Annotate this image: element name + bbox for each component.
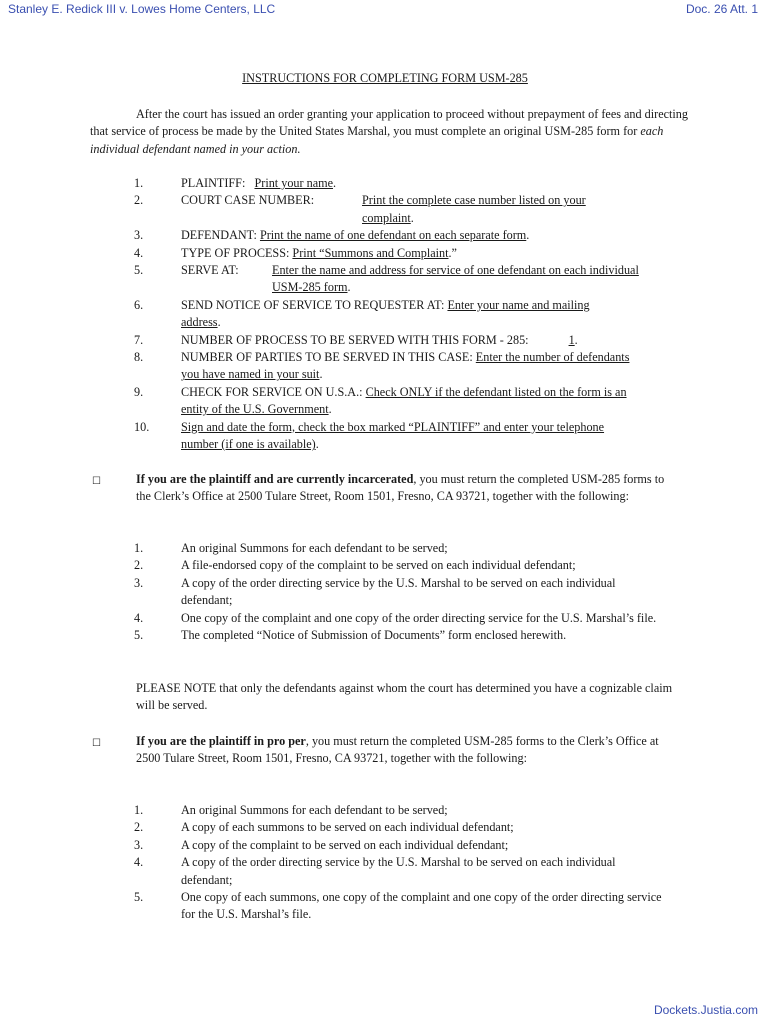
item-number: 8. — [134, 350, 144, 365]
item-label: SEND NOTICE OF SERVICE TO REQUESTER AT: — [181, 297, 445, 312]
item-number: 7. — [134, 332, 144, 347]
item-number: 6. — [134, 297, 144, 312]
item-number: 4. — [134, 245, 144, 260]
incarcerated-heading: If you are the plaintiff and are currently incarcerated — [136, 472, 414, 486]
item-value: Print your name — [254, 176, 334, 190]
item-tail: . — [410, 210, 414, 225]
incarcerated-paragraph — [136, 471, 676, 506]
item-tail: . — [333, 176, 337, 190]
item-value: 1 — [568, 332, 575, 347]
list-item — [134, 384, 641, 419]
item-tail: . — [526, 228, 530, 243]
item-text: A copy of the order directing service by the U.S. Marshal to be served on each individual defendant; — [181, 575, 616, 608]
item-number: 3. — [134, 575, 144, 590]
item-tail: . — [319, 367, 323, 382]
list-item — [134, 837, 664, 854]
item-text: A file-endorsed copy of the complaint to be served on each individual defendant; — [181, 558, 576, 573]
item-value: Sign and date the form, check the box marked “PLAINTIFF” and enter your telephone number (if one is available) — [181, 419, 605, 452]
checkbox-icon: ☐ — [92, 476, 101, 487]
intro-emphasis: each individual defendant named in your action. — [90, 124, 664, 156]
item-number: 1. — [134, 803, 144, 817]
incarcerated-list — [134, 540, 664, 644]
list-item — [134, 889, 671, 924]
item-text: The completed “Notice of Submission of Documents” form enclosed herewith. — [181, 628, 567, 643]
justia-footer-link[interactable]: Dockets.Justia.com — [653, 1003, 758, 1017]
list-item — [134, 297, 621, 332]
checkbox-icon: ☐ — [92, 738, 101, 749]
item-label: SERVE AT: — [181, 263, 239, 278]
incarcerated-text: , you must return the completed USM-285 forms to the Clerk’s Office at 2500 Tulare Street, Room 1501, Fresno, CA 93721, together with the following: — [136, 472, 665, 504]
item-text: One copy of the complaint and one copy of the order directing service for the U.S. Marshal’s file. — [181, 610, 657, 625]
list-item — [134, 175, 664, 192]
item-number: 4. — [134, 610, 144, 625]
item-number: 3. — [134, 228, 144, 243]
item-tail: .” — [448, 245, 457, 260]
item-value: Check ONLY if the defendant listed on the form is an entity of the U.S. Government — [181, 384, 627, 417]
item-number: 2. — [134, 193, 144, 208]
item-number: 9. — [134, 384, 144, 399]
item-number: 10. — [134, 419, 150, 434]
item-text: A copy of the complaint to be served on each individual defendant; — [181, 837, 509, 852]
list-item — [134, 575, 641, 610]
list-item — [134, 349, 631, 384]
pro-per-list — [134, 802, 664, 924]
item-label: DEFENDANT: — [181, 228, 257, 243]
item-label: COURT CASE NUMBER: — [181, 193, 315, 208]
doc-ref-link[interactable]: Doc. 26 Att. 1 — [685, 2, 758, 16]
item-label: PLAINTIFF: — [181, 176, 246, 190]
list-item — [134, 192, 664, 227]
item-number: 4. — [134, 855, 144, 870]
item-number: 5. — [134, 890, 144, 905]
item-label: TYPE OF PROCESS: — [181, 245, 290, 260]
pro-per-heading: If you are the plaintiff in pro per — [136, 734, 306, 748]
item-label: NUMBER OF PARTIES TO BE SERVED IN THIS CASE: — [181, 350, 473, 365]
item-number: 1. — [134, 541, 144, 555]
intro-text: After the court has issued an order granting your application to proceed without prepayment of fees and directing that service of process be made by the United States Marshal, you must complete an original USM-285 form for — [90, 107, 688, 139]
item-value: Print the complete case number listed on your complaint — [362, 193, 586, 225]
intro-paragraph — [90, 106, 690, 158]
case-title-link[interactable]: Stanley E. Redick III v. Lowes Home Centers, LLC — [8, 2, 276, 16]
list-item — [134, 419, 631, 454]
form-instructions-list — [134, 175, 664, 454]
list-item — [134, 245, 664, 262]
list-item — [134, 557, 664, 574]
list-item — [134, 802, 664, 819]
item-text: One copy of each summons, one copy of the complaint and one copy of the order directing service for the U.S. Marshal’s file. — [181, 890, 662, 922]
list-item — [134, 627, 664, 644]
item-text: A copy of each summons to be served on each individual defendant; — [181, 820, 514, 835]
item-tail: . — [347, 280, 351, 295]
item-value: Enter your name and mailing address — [181, 297, 590, 330]
item-tail: . — [574, 332, 578, 347]
item-number: 5. — [134, 628, 144, 643]
list-item — [134, 262, 664, 297]
item-number: 3. — [134, 837, 144, 852]
item-text: An original Summons for each defendant to be served; — [181, 541, 448, 555]
please-note: PLEASE NOTE that only the defendants against whom the court has determined you have a cognizable claim will be served. — [136, 681, 673, 713]
list-item — [134, 854, 641, 889]
item-number: 2. — [134, 558, 144, 573]
item-text: A copy of the order directing service by the U.S. Marshal to be served on each individual defendant; — [181, 855, 616, 887]
page-header — [0, 0, 770, 20]
item-value: Print “Summons and Complaint — [292, 245, 449, 260]
item-value: Enter the number of defendants you have named in your suit — [181, 350, 630, 382]
item-number: 1. — [134, 176, 144, 190]
item-label: CHECK FOR SERVICE ON U.S.A.: — [181, 384, 363, 399]
pro-per-text: , you must return the completed USM-285 forms to the Clerk’s Office at 2500 Tulare Street, Room 1501, Fresno, CA 93721, together with the following: — [136, 734, 659, 766]
list-item — [134, 227, 664, 244]
document-title: INSTRUCTIONS FOR COMPLETING FORM USM-285 — [242, 71, 528, 85]
item-tail: . — [315, 437, 319, 452]
pro-per-paragraph — [136, 733, 666, 768]
item-value: Enter the name and address for service of one defendant on each individual USM-285 form — [272, 263, 639, 295]
item-text: An original Summons for each defendant to be served; — [181, 803, 448, 817]
item-label: NUMBER OF PROCESS TO BE SERVED WITH THIS FORM - 285: — [181, 332, 529, 347]
item-value: Print the name of one defendant on each separate form — [259, 228, 527, 243]
list-item — [134, 610, 671, 627]
item-tail: . — [328, 402, 332, 417]
item-tail: . — [217, 315, 221, 330]
list-item — [134, 540, 664, 557]
list-item — [134, 332, 664, 349]
item-number: 2. — [134, 820, 144, 835]
list-item — [134, 819, 664, 836]
item-number: 5. — [134, 263, 144, 278]
